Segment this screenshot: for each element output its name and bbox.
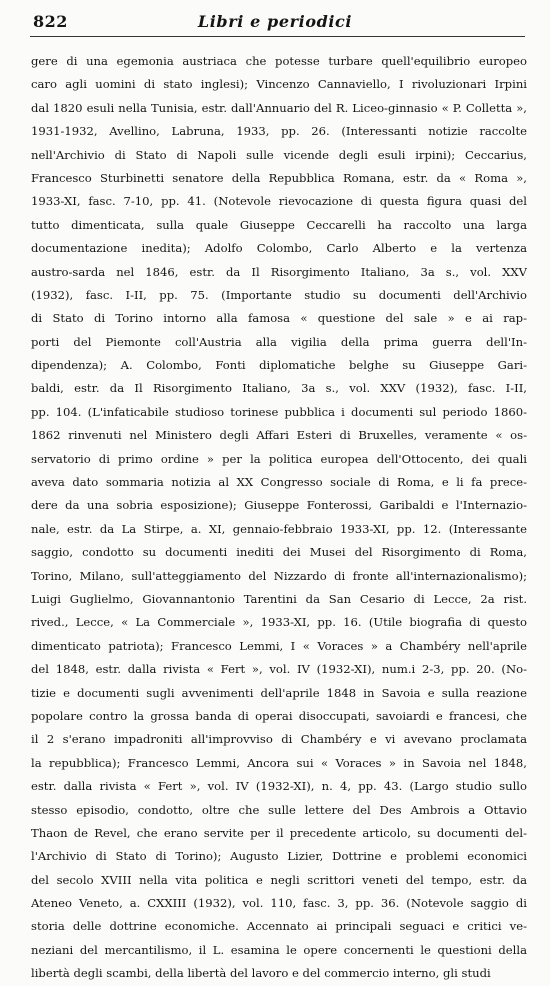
page-header bbox=[0, 12, 550, 34]
text-line: porti del Piemonte coll'Austria alla vigilia della prima guerra dell'In- bbox=[31, 334, 527, 349]
text-line: aveva dato sommaria notizia al XX Congresso sociale di Roma, e li fa prece- bbox=[31, 475, 527, 490]
text-line: 1862 rinvenuti nel Ministero degli Affari Esteri di Bruxelles, veramente « os- bbox=[31, 428, 527, 443]
text-line: rived., Lecce, « La Commerciale », 1933-XI, pp. 16. (Utile biografia di questo bbox=[31, 615, 527, 630]
text-line: Torino, Milano, sull'atteggiamento del Nizzardo di fronte all'internazionalismo); bbox=[31, 568, 527, 583]
text-line: il 2 s'erano impadroniti all'improvviso di Chambéry e vi avevano proclamata bbox=[31, 732, 527, 747]
text-line: dimenticato patriota); Francesco Lemmi, I « Voraces » a Chambéry nell'aprile bbox=[31, 638, 527, 653]
text-line: (1932), fasc. I-II, pp. 75. (Importante studio su documenti dell'Archivio bbox=[31, 287, 527, 302]
text-line: caro agli uomini di stato inglesi); Vincenzo Cannaviello, I rivoluzionari Irpini bbox=[31, 77, 527, 92]
text-line: Francesco Sturbinetti senatore della Repubblica Romana, estr. da « Roma », bbox=[31, 170, 527, 185]
text-line: nell'Archivio di Stato di Napoli sulle vicende degli esuli irpini); Ceccarius, bbox=[31, 147, 527, 162]
text-line: tizie e documenti sugli avvenimenti dell'aprile 1848 in Savoia e sulla reazione bbox=[31, 685, 527, 700]
text-line: baldi, estr. da Il Risorgimento Italiano, 3a s., vol. XXV (1932), fasc. I-II, bbox=[31, 381, 527, 396]
text-line: dere da una sobria esposizione); Giuseppe Fonterossi, Garibaldi e l'Internazio- bbox=[31, 498, 527, 513]
text-line: Luigi Guglielmo, Giovannantonio Tarentini da San Cesario di Lecce, 2a rist. bbox=[31, 591, 527, 606]
text-line: libertà degli scambi, della libertà del lavoro e del commercio interno, gli studi bbox=[31, 966, 491, 981]
text-line: Thaon de Revel, che erano servite per il precedente articolo, su documenti del- bbox=[31, 825, 527, 840]
text-line: del secolo XVIII nella vita politica e negli scrittori veneti del tempo, estr. da bbox=[31, 872, 527, 887]
text-line: pp. 104. (L'infaticabile studioso torinese pubblica i documenti sul periodo 1860- bbox=[31, 404, 527, 419]
running-title: Libri e periodici bbox=[197, 12, 353, 31]
text-line: stesso episodio, condotto, oltre che sulle lettere del Des Ambrois a Ottavio bbox=[31, 802, 527, 817]
text-line: Ateneo Veneto, a. CXXIII (1932), vol. 110, fasc. 3, pp. 36. (Notevole saggio di bbox=[31, 896, 527, 911]
text-line: 1933-XI, fasc. 7-10, pp. 41. (Notevole rievocazione di questa figura quasi del bbox=[31, 194, 527, 209]
text-line: 1931-1932, Avellino, Labruna, 1933, pp. 26. (Interessanti notizie raccolte bbox=[31, 124, 527, 139]
text-line: dipendenza); A. Colombo, Fonti diplomatiche belghe su Giuseppe Gari- bbox=[31, 358, 527, 373]
text-line: popolare contro la grossa banda di operai disoccupati, savoiardi e francesi, che bbox=[31, 708, 527, 723]
text-line: documentazione inedita); Adolfo Colombo, Carlo Alberto e la vertenza bbox=[31, 241, 527, 256]
text-line: saggio, condotto su documenti inediti dei Musei del Risorgimento di Roma, bbox=[31, 545, 527, 560]
text-line: storia delle dottrine economiche. Accennato ai principali seguaci e critici ve- bbox=[31, 919, 527, 934]
text-line: neziani del mercantilismo, il L. esamina le opere concernenti le questioni della bbox=[31, 942, 527, 957]
text-line: gere di una egemonia austriaca che potesse turbare quell'equilibrio europeo bbox=[31, 54, 527, 68]
text-line: servatorio di primo ordine » per la politica europea dell'Ottocento, dei quali bbox=[31, 451, 527, 466]
text-line: dal 1820 esuli nella Tunisia, estr. dall'Annuario del R. Liceo-ginnasio « P. Colletta », bbox=[31, 100, 527, 115]
text-line: nale, estr. da La Stirpe, a. XI, gennaio-febbraio 1933-XI, pp. 12. (Interessante bbox=[31, 521, 527, 536]
text-line: la repubblica); Francesco Lemmi, Ancora sui « Voraces » in Savoia nel 1848, bbox=[31, 755, 527, 770]
text-line: tutto dimenticata, sulla quale Giuseppe Ceccarelli ha raccolto una larga bbox=[31, 217, 527, 232]
text-line: del 1848, estr. dalla rivista « Fert », vol. IV (1932-XI), num.i 2-3, pp. 20. (No- bbox=[31, 662, 527, 677]
text-line: di Stato di Torino intorno alla famosa « questione del sale » e ai rap- bbox=[31, 311, 527, 326]
page-number: 822 bbox=[33, 12, 68, 31]
header-rule bbox=[30, 36, 525, 37]
body-text bbox=[31, 50, 527, 986]
text-line: estr. dalla rivista « Fert », vol. IV (1932-XI), n. 4, pp. 43. (Largo studio sullo bbox=[31, 779, 527, 794]
text-line: l'Archivio di Stato di Torino); Augusto Lizier, Dottrine e problemi economici bbox=[31, 849, 527, 864]
text-line: austro-sarda nel 1846, estr. da Il Risorgimento Italiano, 3a s., vol. XXV bbox=[31, 264, 527, 279]
